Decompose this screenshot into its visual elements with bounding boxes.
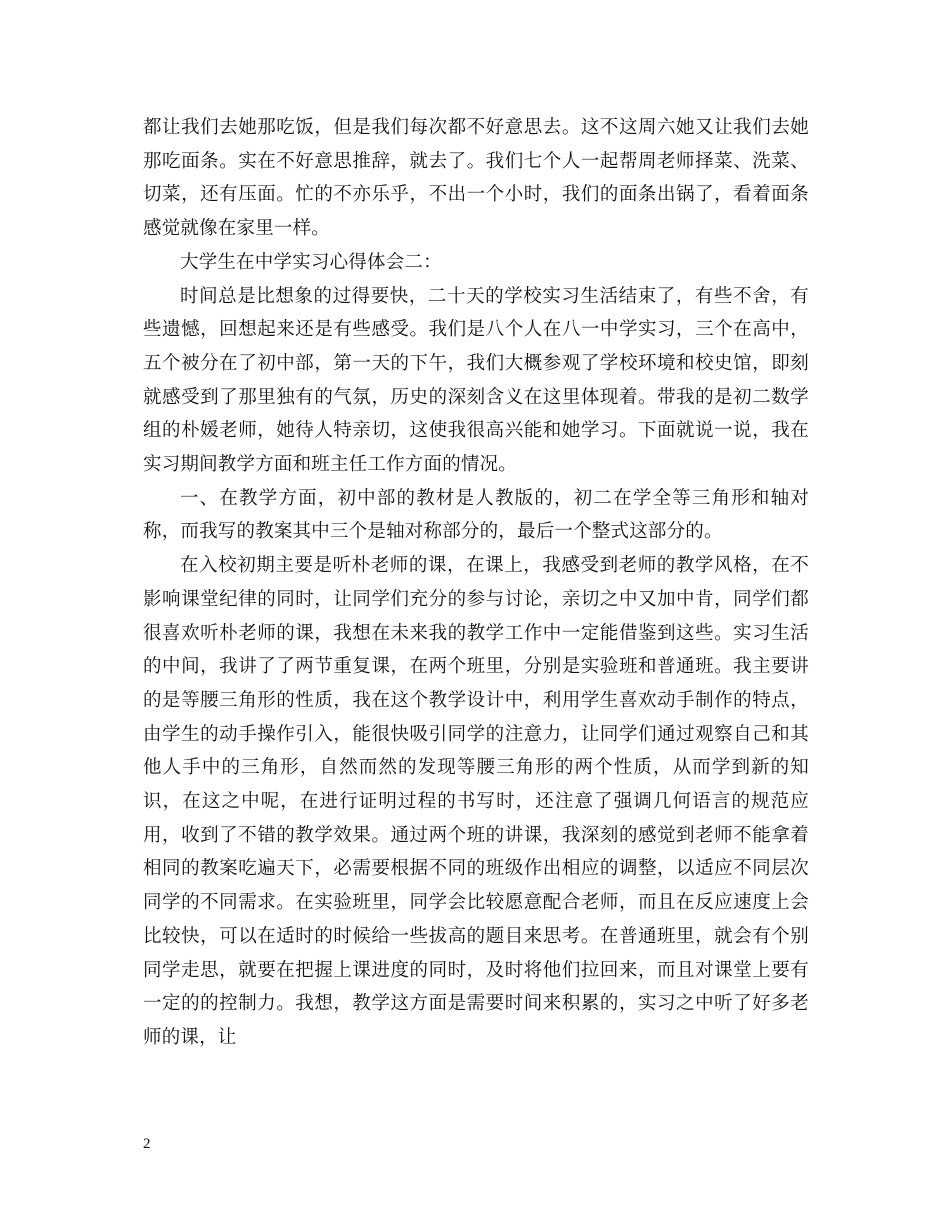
- paragraph-intro: 时间总是比想象的过得要快，二十天的学校实习生活结束了，有些不舍，有些遗憾，回想起来还是有些感受。我们是八个人在八一中学实习，三个在高中，五个被分在了初中部，第一天的下午，我们大概参观了学校环境和校史馆，即刻就感受到了那里独有的气氛，历史的深刻含义在这里体现着。带我的是初二数学组的朴媛老师，她待人特亲切，这使我很高兴能和她学习。下面就说一说，我在实习期间教学方面和班主任工作方面的情况。: [143, 285, 809, 476]
- paragraph-teaching-detail: 在入校初期主要是听朴老师的课，在课上，我感受到老师的教学风格，在不影响课堂纪律的同时，让同学们充分的参与讨论，亲切之中又加中肯，同学们都很喜欢听朴老师的课，我想在未来我的教学工作中一定能借鉴到这些。实习生活的中间，我讲了了两节重复课，在两个班里，分别是实验班和普通班。我主要讲的是等腰三角形的性质，我在这个教学设计中，利用学生喜欢动手制作的特点，由学生的动手操作引入，能很快吸引同学的注意力，让同学们通过观察自己和其他人手中的三角形，自然而然的发现等腰三角形的两个性质，从而学到新的知识，在这之中呢，在进行证明过程的书写时，还注意了强调几何语言的规范应用，收到了不错的教学效果。通过两个班的讲课，我深刻的感觉到老师不能拿着相同的教案吃遍天下，必需要根据不同的班级作出相应的调整，以适应不同层次同学的不同需求。在实验班里，同学会比较愿意配合老师，而且在反应速度上会比较快，可以在适时的时候给一些拔高的题目来思考。在普通班里，就会有个别同学走思，就要在把握上课进度的同时，及时将他们拉回来，而且对课堂上要有一定的的控制力。我想，教学这方面是需要时间来积累的，实习之中听了好多老师的课，让: [143, 555, 809, 1048]
- section-heading: 大学生在中学实习心得体会二：: [180, 251, 442, 273]
- page-number: 2: [143, 1136, 151, 1152]
- paragraph-continuation: 都让我们去她那吃饭，但是我们每次都不好意思去。这不这周六她又让我们去她那吃面条。实在不好意思推辞，就去了。我们七个人一起帮周老师择菜、洗菜、切菜，还有压面。忙的不亦乐乎，不出一个小时，我们的面条出锅了，看着面条感觉就像在家里一样。: [143, 117, 809, 240]
- paragraph-teaching-overview: 一、在教学方面，初中部的教材是人教版的，初二在学全等三角形和轴对称，而我写的教案其中三个是轴对称部分的，最后一个整式这部分的。: [143, 487, 809, 543]
- document-body: [143, 111, 809, 1055]
